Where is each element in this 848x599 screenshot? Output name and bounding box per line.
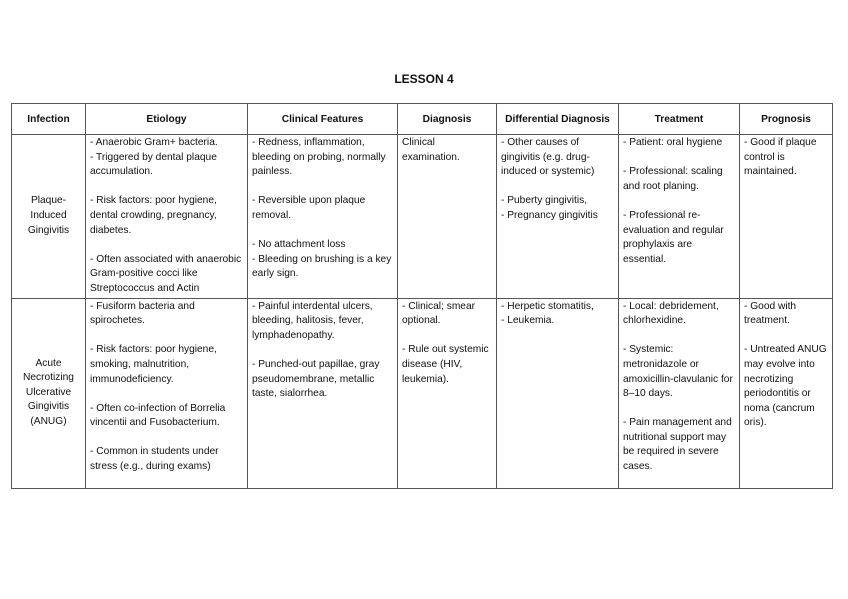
infection-cell: Acute Necrotizing Ulcerative Gingivitis (ANUG) <box>12 298 86 488</box>
header-treatment: Treatment <box>619 104 740 135</box>
header-diagnosis: Diagnosis <box>398 104 497 135</box>
line-gap <box>252 343 393 358</box>
cell-line: - Reversible upon plaque removal. <box>252 195 366 221</box>
cell-line: - Herpetic stomatitis, <box>501 300 594 312</box>
differential-cell <box>497 298 619 488</box>
prognosis-cell <box>740 135 833 299</box>
line-gap <box>623 402 735 417</box>
cell-line: - Risk factors: poor hygiene, smoking, malnutrition, immunodeficiency. <box>90 344 217 385</box>
line-gap <box>623 194 735 209</box>
line-gap <box>623 151 735 166</box>
etiology-cell <box>86 298 248 488</box>
line-gap <box>744 329 828 344</box>
cell-line: - Untreated ANUG may evolve into necrotizing periodontitis or noma (cancrum oris). <box>744 344 827 429</box>
treatment-cell <box>619 135 740 299</box>
cell-line: - Good with treatment. <box>744 300 797 327</box>
line-gap <box>252 180 393 195</box>
cell-line: - Pregnancy gingivitis <box>501 209 598 221</box>
cell-line: - Clinical; smear optional. <box>402 300 476 327</box>
cell-line: - Leukemia. <box>501 315 555 327</box>
cell-line: - Patient: oral hygiene <box>623 137 723 148</box>
line-gap <box>90 387 243 402</box>
cell-line: - Good if plaque control is maintained. <box>744 137 817 178</box>
cell-line: - Risk factors: poor hygiene, dental crowding, pregnancy, diabetes. <box>90 195 217 236</box>
cell-line: Clinical examination. <box>402 137 460 163</box>
header-infection: Infection <box>12 104 86 135</box>
line-gap <box>90 431 243 446</box>
clinical-cell <box>248 135 398 299</box>
line-gap <box>90 329 243 344</box>
infection-cell: Plaque-Induced Gingivitis <box>12 135 86 299</box>
page-title: LESSON 4 <box>394 72 454 86</box>
diagnosis-cell <box>398 298 497 488</box>
line-gap <box>402 329 492 344</box>
cell-line: - Fusiform bacteria and spirochetes. <box>90 300 195 327</box>
cell-line: - Bleeding on brushing is a key early sign. <box>252 253 392 280</box>
header-differential-diagnosis: Differential Diagnosis <box>497 104 619 135</box>
header-prognosis: Prognosis <box>740 104 833 135</box>
lesson-table <box>11 103 833 489</box>
cell-line: - Common in students under stress (e.g., during exams) <box>90 446 219 473</box>
cell-line: - Often co-infection of Borrelia vincentii and Fusobacterium. <box>90 402 226 429</box>
differential-cell <box>497 135 619 299</box>
cell-line: - Professional re-evaluation and regular prophylaxis are essential. <box>623 209 724 265</box>
cell-line: - Local: debridement, chlorhexidine. <box>623 300 719 327</box>
cell-line: - Anaerobic Gram+ bacteria. <box>90 137 218 148</box>
line-gap <box>252 224 393 239</box>
header-clinical-features: Clinical Features <box>248 104 398 135</box>
cell-line: - Other causes of gingivitis (e.g. drug-induced or systemic) <box>501 137 595 178</box>
line-gap <box>90 238 243 253</box>
cell-line: - Rule out systemic disease (HIV, leukemia). <box>402 344 489 385</box>
etiology-cell <box>86 135 248 299</box>
cell-line: - Often associated with anaerobic Gram-positive cocci like Streptococcus and Actin <box>90 253 242 294</box>
cell-line: - Triggered by dental plaque accumulation. <box>90 151 217 178</box>
cell-line: - Painful interdental ulcers, bleeding, halitosis, fever, lymphadenopathy. <box>252 300 373 341</box>
cell-line: - Systemic: metronidazole or amoxicillin-clavulanic for 8–10 days. <box>623 344 733 400</box>
prognosis-cell <box>740 298 833 488</box>
cell-line: - No attachment loss <box>252 239 346 251</box>
clinical-cell <box>248 298 398 488</box>
line-gap <box>90 180 243 195</box>
table-row <box>12 298 833 488</box>
cell-line: - Pain management and nutritional support may be required in severe cases. <box>623 417 732 473</box>
cell-line: - Redness, inflammation, bleeding on probing, normally painless. <box>252 137 386 178</box>
table-row <box>12 135 833 299</box>
cell-line: - Puberty gingivitis, <box>501 195 588 207</box>
line-gap <box>623 329 735 344</box>
diagnosis-cell <box>398 135 497 299</box>
treatment-cell <box>619 298 740 488</box>
cell-line: - Professional: scaling and root planing. <box>623 166 723 192</box>
line-gap <box>501 180 614 195</box>
cell-line: - Punched-out papillae, gray pseudomembrane, metallic taste, sialorrhea. <box>252 358 380 400</box>
header-etiology: Etiology <box>86 104 248 135</box>
header-row <box>12 104 833 135</box>
